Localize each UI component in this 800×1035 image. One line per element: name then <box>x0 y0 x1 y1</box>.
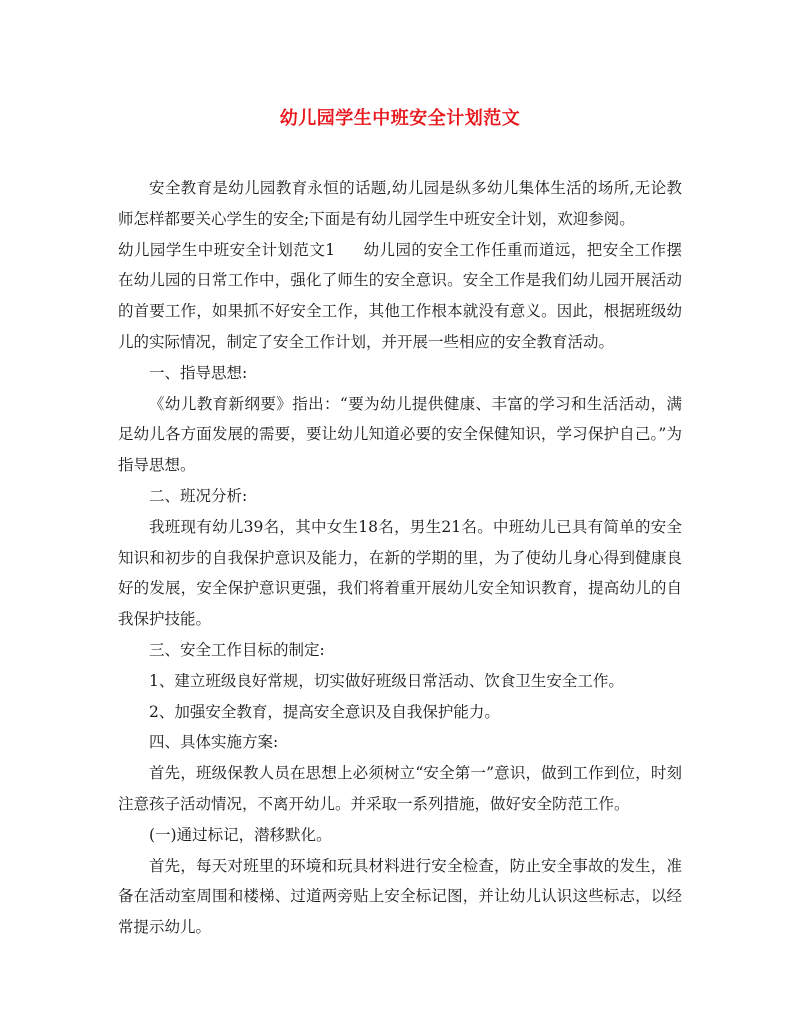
goal-item-1: 1、建立班级良好常规，切实做好班级日常活动、饮食卫生安全工作。 <box>149 671 624 690</box>
paragraph-plan-detail: 首先，每天对班里的环境和玩具材料进行安全检查，防止安全事故的发生，准备在活动室周围和楼梯、过道两旁贴上安全标记图，并让幼儿认识这些标志，以经常提示幼儿。 <box>118 856 682 937</box>
section-heading-goals: 三、安全工作目标的制定: <box>149 640 325 659</box>
section-heading-class-analysis: 二、班况分析: <box>149 486 248 505</box>
subsection-heading-1: (一)通过标记，潜移默化。 <box>149 825 332 844</box>
document-body <box>118 173 682 943</box>
section-heading-guideline: 一、指导思想: <box>149 363 248 382</box>
paragraph-intro: 安全教育是幼儿园教育永恒的话题,幼儿园是纵多幼儿集体生活的场所,无论教师怎样都要关心学生的安全;下面是有幼儿园学生中班安全计划，欢迎参阅。 <box>118 179 682 228</box>
paragraph-class-analysis: 我班现有幼儿39名，其中女生18名，男生21名。中班幼儿已具有简单的安全知识和初步的自我保护意识及能力，在新的学期的里，为了使幼儿身心得到健康良好的发展，安全保护意识更强，我们将着重开展幼儿安全知识教育，提高幼儿的自我保护技能。 <box>118 517 682 629</box>
document-title: 幼儿园学生中班安全计划范文 <box>279 108 521 129</box>
paragraph-plan-intro: 首先，班级保教人员在思想上必须树立“安全第一”意识，做到工作到位，时刻注意孩子活动情况，不离开幼儿。并采取一系列措施，做好安全防范工作。 <box>118 764 682 813</box>
paragraph-guideline: 《幼儿教育新纲要》指出：“要为幼儿提供健康、丰富的学习和生活活动，满足幼儿各方面发展的需要，要让幼儿知道必要的安全保健知识，学习保护自己。”为指导思想。 <box>118 394 682 475</box>
paragraph-heading-and-overview <box>118 235 682 358</box>
goal-item-2: 2、加强安全教育，提高安全意识及自我保护能力。 <box>149 702 500 721</box>
section-heading-1: 幼儿园学生中班安全计划范文1 <box>118 240 336 259</box>
paragraph-overview: 幼儿园的安全工作任重而道远，把安全工作摆在幼儿园的日常工作中，强化了师生的安全意识。安全工作是我们幼儿园开展活动的首要工作，如果抓不好安全工作，其他工作根本就没有意义。因此，根据班级幼儿的实际情况，制定了安全工作计划，并开展一些相应的安全教育活动。 <box>118 240 682 351</box>
section-heading-plan: 四、具体实施方案: <box>149 733 279 752</box>
